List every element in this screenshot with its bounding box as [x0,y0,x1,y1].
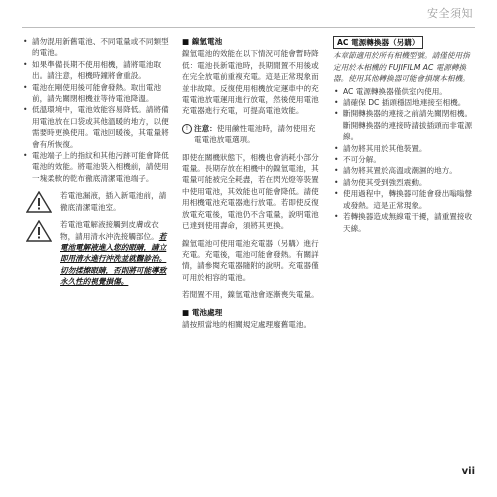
warning-text-plain: 若電池電解液接觸到皮膚或衣物，請用清水沖洗接觸部位。 [60,220,159,241]
header-divider [22,27,475,28]
section-title-ac-adapter: AC 電源轉換器（另購） [333,36,423,49]
column-left [22,36,170,288]
paragraph: 鎳氫電池可使用電池充電器（另購）進行充電。充電後，電池可能會發熱。有關詳情，請參閱充電器隨附的說明。充電器僅可用於相容的電池。 [182,238,319,282]
list-item: • 電池在剛使用後可能會發熱。取出電池前，請先關閉相機並等待電池降溫。 [22,82,170,105]
ac-adapter-bullets-list [333,86,475,234]
note-label: 注意： [194,123,217,133]
warning-text-leak: 若電池漏液，插入新電池前，請徹底清潔電池室。 [60,191,167,212]
paragraph: 若閒置不用，鎳氫電池會逐漸喪失電量。 [182,290,319,300]
warning-block-electrolyte [22,219,170,287]
column-middle [182,36,322,336]
list-item: • 請勿混用新舊電池、不同電量或不同類型的電池。 [22,36,170,59]
list-item: • 請勿將其用於其他裝置。 [333,143,475,154]
paragraph: 即使在關機狀態下，相機也會消耗小部分電量。長期存放在相機中的鎳氫電池，其電量可能被完全耗盡，若在閃光燈等裝置中使用電池，其效能也可能會降低。請使用相機電池充電器進行放電。若即使反復放電充電後，電池仍不含電量，說明電池已達到使用壽命，須將其更換。 [182,152,319,231]
paragraph: 本章節適用於所有相機型號。請僅使用指定用於本相機的 FUJIFILM AC 電源轉換器。使用其他轉換器可能會損壞本相機。 [333,51,470,84]
warning-block-leak [22,190,170,213]
warning-triangle-icon [26,191,52,213]
list-item: • 若轉換器造成無線電干擾，請重置接收天線。 [333,211,475,234]
column-right [333,36,475,234]
list-item: • 斷開轉換器的連接之前請先關閉相機。斷開轉換器的連接時請拔插頭而非電源線。 [333,108,475,142]
paragraph: 鎳氫電池的效能在以下情況可能會暫時降低：電池長新電池時，長期閒置不用後或在完全放電前重複充電。這是正常現象而並非故障。反復使用相機放定運車中的充電電池放電運用進行放電，然後使用電池充電器進行充電，可提高電池效能。 [182,49,319,116]
warning-triangle-icon [26,220,52,242]
list-item: • 不可分解。 [333,154,475,165]
list-item: • 請勿使其受到強烈震動。 [333,177,475,188]
battery-bullets-list [22,36,170,184]
list-item: • AC 電源轉換器僅供室內使用。 [333,86,475,97]
warning-text-electrolyte [60,219,170,287]
page-header-title: 安全須知 [427,7,473,20]
note-icon: ! [182,124,192,134]
section-title-nimh: ■ 鎳氫電池 [182,37,223,46]
list-item: • 請勿將其置於高溫或潮濕的地方。 [333,165,475,176]
list-item: • 使用過程中，轉換器可能會發出嗡嗡聲或發熱。這是正常現象。 [333,188,475,211]
list-item: • 如果準備長期不使用相機，請將電池取出。請注意，相機時鐘將會重設。 [22,59,170,82]
warning-text-emphasis: 若電池電解液進入您的眼睛，請立即用清水進行沖洗並就醫診治。切勿揉擦眼睛，否則將可能導致永久性的視覺損傷。 [60,231,167,287]
note-text: 使用鹼性電池時，請勿使用充電電池放電選項。 [194,123,316,145]
list-item: • 請確保 DC 插頭穩固地連接至相機。 [333,97,475,108]
page-number: vii [461,465,475,477]
list-item: • 電池端子上的指紋和其他污跡可能會降低電池的效能。將電池裝入相機前，請使用一塊柔軟的乾布徹底清潔電池端子。 [22,150,170,184]
paragraph: 請按照當地的相關規定處理廢舊電池。 [182,319,312,329]
list-item: • 低溫環境中，電池效能容易降低。請將備用電池放在口袋或其他溫暖的地方，以便需要時更換使用。電池回暖後，其電量將會有所恢復。 [22,104,170,150]
section-title-disposal: ■ 電池處理 [182,307,223,317]
note-block [182,123,322,146]
